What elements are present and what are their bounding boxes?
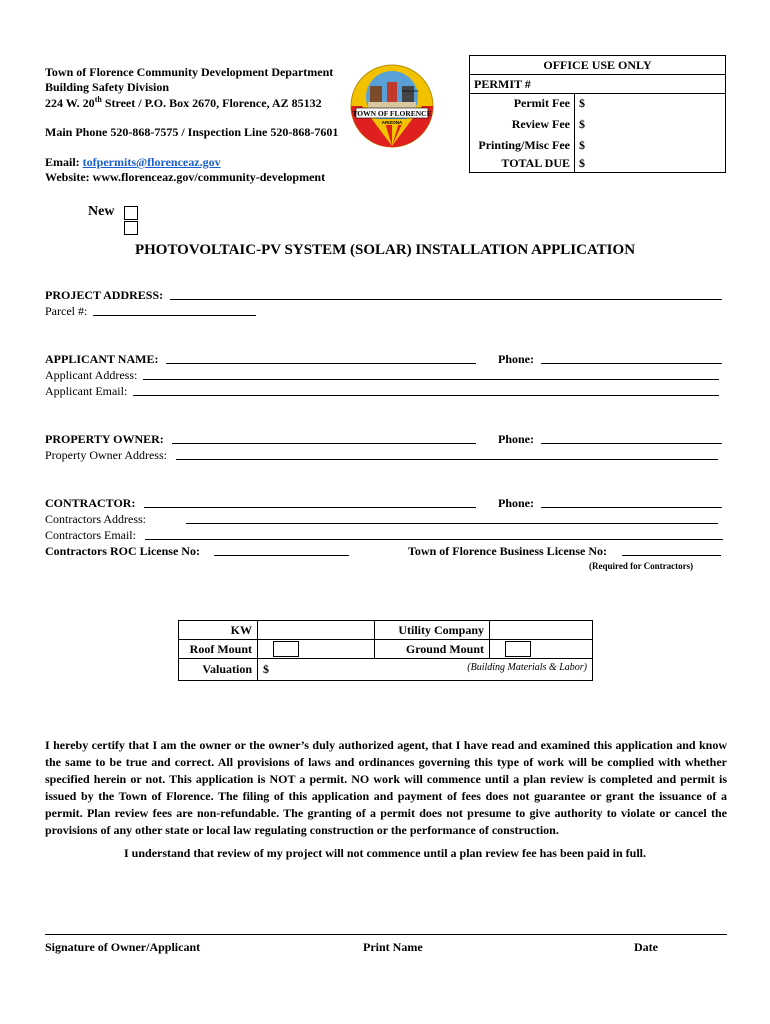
required-note: (Required for Contractors): [589, 561, 694, 571]
print-name-label: Print Name: [363, 940, 423, 954]
applicant-email-label: Applicant Email:: [45, 384, 128, 398]
dept-website: Website: www.florenceaz.gov/community-development: [45, 170, 326, 184]
dept-phones: Main Phone 520-868-7575 / Inspection Line 520-868-7601: [45, 125, 339, 139]
dept-address: 224 W. 20th Street / P.O. Box 2670, Florence, AZ 85132: [45, 95, 322, 110]
printing-fee-label: Printing/Misc Fee: [470, 136, 575, 154]
project-address-label: PROJECT ADDRESS:: [45, 288, 164, 302]
kw-field[interactable]: [258, 621, 375, 640]
division-name: Building Safety Division: [45, 80, 170, 94]
printing-fee-value[interactable]: $: [575, 136, 726, 154]
owner-phone-label: Phone:: [498, 432, 534, 446]
email-link[interactable]: tofpermits@florenceaz.gov: [82, 155, 221, 169]
town-seal-logo: [350, 64, 434, 148]
seal-small-text: SINCE 1866: [401, 89, 419, 93]
applicant-phone-label: Phone:: [498, 352, 534, 366]
form-title: PHOTOVOLTAIC-PV SYSTEM (SOLAR) INSTALLATION APPLICATION: [134, 242, 636, 258]
contractor-phone-field[interactable]: [541, 497, 722, 508]
parcel-label: Parcel #:: [45, 304, 88, 318]
new-label: New: [88, 204, 115, 219]
system-table: [178, 620, 593, 681]
contractor-label: CONTRACTOR:: [45, 496, 136, 510]
roc-license-label: Contractors ROC License No:: [45, 544, 200, 558]
kw-label: KW: [179, 621, 258, 640]
office-use-table: [469, 55, 726, 173]
seal-town-text: TOWN OF FLORENCE: [352, 109, 432, 118]
owner-phone-field[interactable]: [541, 433, 722, 444]
contractor-address-label: Contractors Address:: [45, 512, 146, 526]
signature-line[interactable]: [45, 934, 727, 935]
review-fee-statement: I understand that review of my project will not commence until a plan review fee has been paid in full.: [124, 846, 646, 860]
roof-mount-checkbox[interactable]: [273, 641, 299, 657]
contractor-field[interactable]: [144, 497, 476, 508]
dept-name: Town of Florence Community Development Department: [45, 65, 334, 79]
seal-state-text: ARIZONA: [381, 120, 403, 125]
utility-label: Utility Company: [375, 621, 490, 640]
total-due-value[interactable]: $: [575, 154, 726, 173]
valuation-note: (Building Materials & Labor): [467, 662, 587, 674]
roof-mount-label: Roof Mount: [179, 640, 258, 659]
utility-field[interactable]: [490, 621, 593, 640]
project-address-field[interactable]: [170, 289, 722, 300]
contractor-address-field[interactable]: [186, 513, 718, 524]
date-label: Date: [634, 940, 658, 954]
property-owner-label: PROPERTY OWNER:: [45, 432, 164, 446]
certification-text: I hereby certify that I am the owner or the owner’s duly authorized agent, that I have read and examined this application and know the same to be true and correct. All provisions of laws and ordinances governing this type of work will be complied with whether specified herein or not. This application is NOT a permit. NO work will commence until a plan review is completed and permit is issued by the Town of Florence. The filing of this application and payment of fees does not guarantee or grant the issuance of a permit. Plan review fees are non-refundable. The granting of a permit does not presume to give authority to violate or cancel the provisions of any other state or local law regulating construction or the performance of construction.: [45, 738, 727, 837]
applicant-address-label: Applicant Address:: [45, 368, 138, 382]
dept-email: Email: tofpermits@florenceaz.gov: [45, 155, 221, 169]
contractor-email-field[interactable]: [145, 529, 723, 540]
permit-fee-label: Permit Fee: [470, 94, 575, 113]
applicant-name-label: APPLICANT NAME:: [45, 352, 159, 366]
valuation-field[interactable]: [258, 659, 593, 681]
business-license-label: Town of Florence Business License No:: [408, 544, 608, 558]
applicant-name-field[interactable]: [166, 353, 476, 364]
ground-mount-checkbox[interactable]: [505, 641, 531, 657]
review-fee-value[interactable]: $: [575, 112, 726, 136]
review-fee-label: Review Fee: [470, 112, 575, 136]
valuation-label: Valuation: [179, 659, 258, 681]
permit-number-label: PERMIT #: [470, 75, 726, 94]
signature-label: Signature of Owner/Applicant: [45, 940, 201, 954]
ground-mount-label: Ground Mount: [375, 640, 490, 659]
valuation-dollar: $: [263, 662, 269, 677]
contractor-email-label: Contractors Email:: [45, 528, 136, 542]
second-checkbox[interactable]: [124, 221, 138, 235]
permit-fee-value[interactable]: $: [575, 94, 726, 113]
owner-address-label: Property Owner Address:: [45, 448, 167, 462]
applicant-email-field[interactable]: [133, 385, 719, 396]
owner-address-field[interactable]: [176, 449, 718, 460]
property-owner-field[interactable]: [172, 433, 476, 444]
contractor-phone-label: Phone:: [498, 496, 534, 510]
applicant-address-field[interactable]: [143, 369, 719, 380]
applicant-phone-field[interactable]: [541, 353, 722, 364]
business-license-field[interactable]: [622, 545, 721, 556]
new-checkbox[interactable]: [124, 206, 138, 220]
total-due-label: TOTAL DUE: [470, 154, 575, 173]
parcel-field[interactable]: [93, 305, 256, 316]
roc-license-field[interactable]: [214, 545, 349, 556]
office-title: OFFICE USE ONLY: [470, 56, 726, 75]
